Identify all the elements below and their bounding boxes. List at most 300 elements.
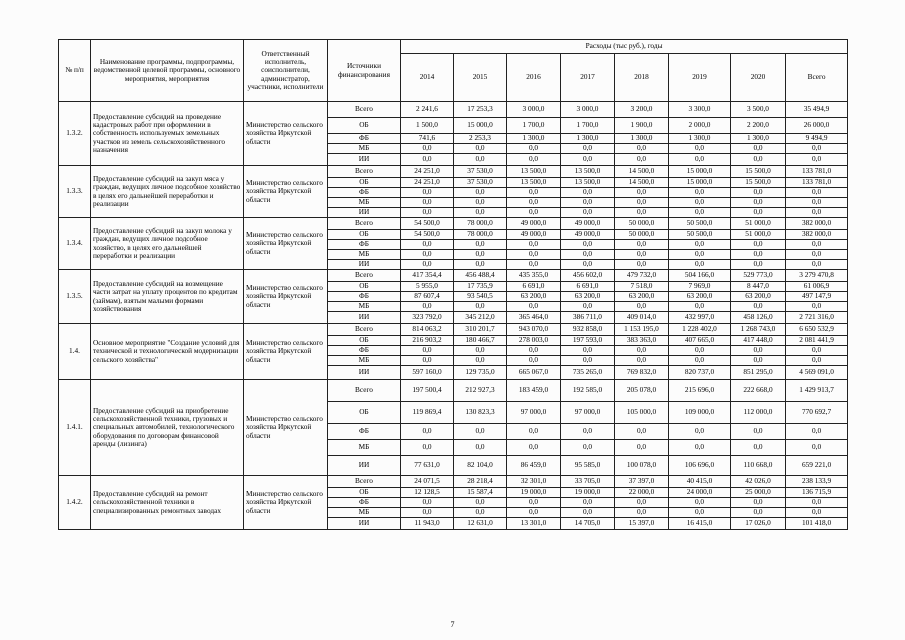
value-cell: 1 700,0 (561, 118, 615, 134)
funding-source: ФБ (328, 240, 401, 250)
value-cell: 456 488,4 (454, 270, 507, 282)
total-cell: 2 721 316,0 (786, 312, 848, 324)
value-cell: 1 300,0 (615, 134, 669, 144)
value-cell: 0,0 (731, 154, 786, 166)
value-cell: 0,0 (401, 302, 454, 312)
total-cell: 0,0 (786, 302, 848, 312)
value-cell: 0,0 (615, 346, 669, 356)
value-cell: 13 301,0 (507, 518, 561, 530)
value-cell: 24 251,0 (401, 178, 454, 188)
value-cell: 0,0 (454, 346, 507, 356)
value-cell: 15 000,0 (669, 178, 731, 188)
value-cell: 345 212,0 (454, 312, 507, 324)
value-cell: 0,0 (507, 240, 561, 250)
value-cell: 15 000,0 (669, 166, 731, 178)
value-cell: 0,0 (669, 346, 731, 356)
value-cell: 77 631,0 (401, 456, 454, 476)
total-cell: 2 081 441,9 (786, 336, 848, 346)
table-row (59, 102, 848, 118)
value-cell: 0,0 (731, 302, 786, 312)
value-cell: 215 696,0 (669, 380, 731, 402)
value-cell: 50 000,0 (615, 230, 669, 240)
row-number: 1.4. (59, 324, 91, 380)
value-cell: 0,0 (401, 440, 454, 456)
funding-source: ФБ (328, 498, 401, 508)
value-cell: 197 593,0 (561, 336, 615, 346)
header-year: 2018 (615, 54, 669, 102)
value-cell: 95 585,0 (561, 456, 615, 476)
row-name: Предоставление субсидий на приобретение сельскохозяйственной техники, грузовых и специальных автомобилей, технологического оборудования по договорам финансовой аренды (лизинга) (91, 380, 244, 476)
value-cell: 0,0 (615, 260, 669, 270)
value-cell: 17 253,3 (454, 102, 507, 118)
funding-source: ИИ (328, 518, 401, 530)
value-cell: 49 000,0 (561, 230, 615, 240)
value-cell: 1 500,0 (401, 118, 454, 134)
value-cell: 0,0 (507, 508, 561, 518)
value-cell: 0,0 (401, 508, 454, 518)
value-cell: 435 355,0 (507, 270, 561, 282)
value-cell: 40 415,0 (669, 476, 731, 488)
value-cell: 0,0 (615, 498, 669, 508)
total-cell: 101 418,0 (786, 518, 848, 530)
value-cell: 323 792,0 (401, 312, 454, 324)
value-cell: 14 500,0 (615, 178, 669, 188)
value-cell: 0,0 (454, 508, 507, 518)
funding-source: ОБ (328, 488, 401, 498)
value-cell: 456 602,0 (561, 270, 615, 282)
value-cell: 0,0 (731, 498, 786, 508)
table-row (59, 218, 848, 230)
value-cell: 0,0 (454, 356, 507, 366)
value-cell: 33 705,0 (561, 476, 615, 488)
value-cell: 0,0 (615, 188, 669, 198)
value-cell: 19 000,0 (561, 488, 615, 498)
value-cell: 7 969,0 (669, 282, 731, 292)
value-cell: 0,0 (401, 188, 454, 198)
value-cell: 0,0 (615, 208, 669, 218)
value-cell: 17 026,0 (731, 518, 786, 530)
value-cell: 212 927,3 (454, 380, 507, 402)
total-cell: 26 000,0 (786, 118, 848, 134)
value-cell: 0,0 (454, 198, 507, 208)
value-cell: 417 354,4 (401, 270, 454, 282)
value-cell: 0,0 (669, 250, 731, 260)
total-cell: 3 279 470,8 (786, 270, 848, 282)
value-cell: 0,0 (669, 508, 731, 518)
value-cell: 106 696,0 (669, 456, 731, 476)
row-name: Предоставление субсидий на возмещение части затрат на уплату процентов по кредитам (займам), взятым малыми формами хозяйствования (91, 270, 244, 324)
value-cell: 54 500,0 (401, 218, 454, 230)
value-cell: 37 530,0 (454, 178, 507, 188)
value-cell: 42 026,0 (731, 476, 786, 488)
value-cell: 180 466,7 (454, 336, 507, 346)
value-cell: 0,0 (454, 424, 507, 440)
value-cell: 0,0 (615, 356, 669, 366)
value-cell: 0,0 (615, 302, 669, 312)
total-cell: 4 569 091,0 (786, 366, 848, 380)
value-cell: 0,0 (507, 302, 561, 312)
value-cell: 15 397,0 (615, 518, 669, 530)
value-cell: 15 587,4 (454, 488, 507, 498)
funding-source: Всего (328, 324, 401, 336)
value-cell: 97 000,0 (561, 402, 615, 424)
value-cell: 597 160,0 (401, 366, 454, 380)
value-cell: 0,0 (669, 302, 731, 312)
funding-source: Всего (328, 166, 401, 178)
value-cell: 0,0 (507, 154, 561, 166)
value-cell: 0,0 (731, 424, 786, 440)
funding-source: ФБ (328, 346, 401, 356)
value-cell: 0,0 (561, 208, 615, 218)
value-cell: 0,0 (507, 250, 561, 260)
value-cell: 932 858,0 (561, 324, 615, 336)
header-year: 2016 (507, 54, 561, 102)
value-cell: 1 300,0 (507, 134, 561, 144)
total-cell: 1 429 913,7 (786, 380, 848, 402)
value-cell: 8 447,0 (731, 282, 786, 292)
value-cell: 0,0 (507, 356, 561, 366)
total-cell: 0,0 (786, 144, 848, 154)
value-cell: 119 869,4 (401, 402, 454, 424)
total-cell: 35 494,9 (786, 102, 848, 118)
value-cell: 0,0 (454, 154, 507, 166)
row-executor: Министерство сельского хозяйства Иркутской области (244, 324, 328, 380)
value-cell: 0,0 (615, 424, 669, 440)
row-number: 1.4.2. (59, 476, 91, 530)
value-cell: 37 397,0 (615, 476, 669, 488)
total-cell: 382 000,0 (786, 218, 848, 230)
value-cell: 1 700,0 (507, 118, 561, 134)
value-cell: 100 078,0 (615, 456, 669, 476)
funding-source: МБ (328, 198, 401, 208)
header-number: № п/п (59, 40, 91, 102)
funding-source: ОБ (328, 230, 401, 240)
value-cell: 63 200,0 (731, 292, 786, 302)
value-cell: 2 200,0 (731, 118, 786, 134)
value-cell: 0,0 (669, 356, 731, 366)
value-cell: 0,0 (507, 346, 561, 356)
value-cell: 0,0 (669, 260, 731, 270)
value-cell: 735 265,0 (561, 366, 615, 380)
value-cell: 11 943,0 (401, 518, 454, 530)
value-cell: 0,0 (615, 198, 669, 208)
table-header (59, 40, 848, 102)
value-cell: 105 000,0 (615, 402, 669, 424)
value-cell: 24 251,0 (401, 166, 454, 178)
value-cell: 192 585,0 (561, 380, 615, 402)
row-executor: Министерство сельского хозяйства Иркутской области (244, 476, 328, 530)
value-cell: 0,0 (561, 302, 615, 312)
value-cell: 0,0 (669, 424, 731, 440)
total-cell: 6 650 532,9 (786, 324, 848, 336)
row-executor: Министерство сельского хозяйства Иркутской области (244, 218, 328, 270)
value-cell: 417 448,0 (731, 336, 786, 346)
value-cell: 222 668,0 (731, 380, 786, 402)
value-cell: 15 500,0 (731, 166, 786, 178)
total-cell: 0,0 (786, 250, 848, 260)
value-cell: 0,0 (507, 144, 561, 154)
total-cell: 497 147,9 (786, 292, 848, 302)
row-number: 1.3.2. (59, 102, 91, 166)
value-cell: 0,0 (731, 346, 786, 356)
value-cell: 0,0 (731, 440, 786, 456)
value-cell: 86 459,0 (507, 456, 561, 476)
funding-source: ОБ (328, 402, 401, 424)
value-cell: 0,0 (669, 198, 731, 208)
header-total: Всего (786, 54, 848, 102)
total-cell: 0,0 (786, 440, 848, 456)
value-cell: 13 500,0 (507, 166, 561, 178)
total-cell: 0,0 (786, 198, 848, 208)
header-expenses: Расходы (тыс руб.), годы (401, 40, 848, 54)
value-cell: 32 301,0 (507, 476, 561, 488)
table-row (59, 270, 848, 282)
total-cell: 61 006,9 (786, 282, 848, 292)
row-name: Предоставление субсидий на ремонт сельскохозяйственной техники в специализированных ремонтных заводах (91, 476, 244, 530)
value-cell: 0,0 (454, 208, 507, 218)
value-cell: 407 665,0 (669, 336, 731, 346)
page-number: 7 (450, 620, 455, 629)
total-cell: 9 494,9 (786, 134, 848, 144)
funding-source: МБ (328, 440, 401, 456)
value-cell: 0,0 (401, 346, 454, 356)
total-cell: 0,0 (786, 508, 848, 518)
value-cell: 109 000,0 (669, 402, 731, 424)
funding-source: ФБ (328, 292, 401, 302)
value-cell: 0,0 (731, 240, 786, 250)
total-cell: 0,0 (786, 154, 848, 166)
value-cell: 365 464,0 (507, 312, 561, 324)
total-cell: 133 781,0 (786, 178, 848, 188)
value-cell: 50 500,0 (669, 218, 731, 230)
value-cell: 0,0 (401, 498, 454, 508)
value-cell: 0,0 (731, 188, 786, 198)
value-cell: 0,0 (454, 250, 507, 260)
value-cell: 50 000,0 (615, 218, 669, 230)
row-name: Предоставление субсидий на проведение кадастровых работ при оформлении в собственность используемых земельных участков из земель сельскохозяйственного назначения (91, 102, 244, 166)
value-cell: 14 500,0 (615, 166, 669, 178)
header-executor: Ответственный исполнитель, соисполнители, администратор, участники, исполнители (244, 40, 328, 102)
header-year: 2014 (401, 54, 454, 102)
funding-source: МБ (328, 356, 401, 366)
value-cell: 12 128,5 (401, 488, 454, 498)
value-cell: 3 300,0 (669, 102, 731, 118)
total-cell: 238 133,9 (786, 476, 848, 488)
value-cell: 0,0 (507, 208, 561, 218)
total-cell: 136 715,9 (786, 488, 848, 498)
value-cell: 63 200,0 (507, 292, 561, 302)
funding-source: Всего (328, 476, 401, 488)
value-cell: 0,0 (561, 198, 615, 208)
value-cell: 49 000,0 (507, 230, 561, 240)
header-year: 2015 (454, 54, 507, 102)
value-cell: 0,0 (561, 346, 615, 356)
total-cell: 0,0 (786, 208, 848, 218)
value-cell: 0,0 (561, 154, 615, 166)
total-cell: 0,0 (786, 260, 848, 270)
value-cell: 78 000,0 (454, 218, 507, 230)
value-cell: 15 500,0 (731, 178, 786, 188)
value-cell: 3 200,0 (615, 102, 669, 118)
value-cell: 16 415,0 (669, 518, 731, 530)
value-cell: 0,0 (401, 154, 454, 166)
row-number: 1.3.4. (59, 218, 91, 270)
value-cell: 386 711,0 (561, 312, 615, 324)
value-cell: 383 363,0 (615, 336, 669, 346)
value-cell: 0,0 (454, 302, 507, 312)
total-cell: 0,0 (786, 424, 848, 440)
row-executor: Министерство сельского хозяйства Иркутской области (244, 166, 328, 218)
value-cell: 49 000,0 (561, 218, 615, 230)
value-cell: 129 735,0 (454, 366, 507, 380)
header-year: 2020 (731, 54, 786, 102)
table-body (59, 102, 848, 530)
value-cell: 0,0 (561, 440, 615, 456)
table-row (59, 476, 848, 488)
row-name: Основное мероприятие "Создание условий для технической и технологической модернизации сельского хозяйства" (91, 324, 244, 380)
value-cell: 0,0 (669, 144, 731, 154)
value-cell: 0,0 (507, 260, 561, 270)
funding-source: Всего (328, 102, 401, 118)
value-cell: 1 268 743,0 (731, 324, 786, 336)
total-cell: 770 692,7 (786, 402, 848, 424)
value-cell: 97 000,0 (507, 402, 561, 424)
funding-source: ИИ (328, 208, 401, 218)
value-cell: 51 000,0 (731, 230, 786, 240)
value-cell: 54 500,0 (401, 230, 454, 240)
value-cell: 25 000,0 (731, 488, 786, 498)
value-cell: 0,0 (731, 250, 786, 260)
value-cell: 5 955,0 (401, 282, 454, 292)
value-cell: 51 000,0 (731, 218, 786, 230)
value-cell: 3 000,0 (507, 102, 561, 118)
value-cell: 17 735,9 (454, 282, 507, 292)
value-cell: 14 705,0 (561, 518, 615, 530)
funding-source: Всего (328, 270, 401, 282)
total-cell: 0,0 (786, 346, 848, 356)
value-cell: 0,0 (561, 250, 615, 260)
header-year: 2017 (561, 54, 615, 102)
funding-source: МБ (328, 144, 401, 154)
value-cell: 529 773,0 (731, 270, 786, 282)
value-cell: 432 997,0 (669, 312, 731, 324)
value-cell: 0,0 (454, 240, 507, 250)
value-cell: 2 000,0 (669, 118, 731, 134)
value-cell: 63 200,0 (615, 292, 669, 302)
value-cell: 0,0 (669, 440, 731, 456)
funding-source: ФБ (328, 424, 401, 440)
value-cell: 0,0 (507, 424, 561, 440)
row-name: Предоставление субсидий на закуп мяса у граждан, ведущих личное подсобное хозяйство в целях его дальнейшей переработки и реализации (91, 166, 244, 218)
value-cell: 0,0 (731, 356, 786, 366)
value-cell: 665 067,0 (507, 366, 561, 380)
value-cell: 22 000,0 (615, 488, 669, 498)
value-cell: 0,0 (454, 144, 507, 154)
value-cell: 0,0 (669, 498, 731, 508)
value-cell: 205 078,0 (615, 380, 669, 402)
value-cell: 0,0 (507, 198, 561, 208)
value-cell: 0,0 (401, 240, 454, 250)
value-cell: 1 228 402,0 (669, 324, 731, 336)
value-cell: 1 153 195,0 (615, 324, 669, 336)
value-cell: 0,0 (401, 144, 454, 154)
value-cell: 197 500,4 (401, 380, 454, 402)
funding-source: ИИ (328, 154, 401, 166)
value-cell: 183 459,0 (507, 380, 561, 402)
value-cell: 15 000,0 (454, 118, 507, 134)
value-cell: 820 737,0 (669, 366, 731, 380)
funding-source: ОБ (328, 118, 401, 134)
value-cell: 504 166,0 (669, 270, 731, 282)
value-cell: 2 241,6 (401, 102, 454, 118)
financing-table (58, 39, 848, 530)
funding-source: ИИ (328, 456, 401, 476)
value-cell: 458 126,0 (731, 312, 786, 324)
funding-source: ИИ (328, 366, 401, 380)
funding-source: ИИ (328, 312, 401, 324)
value-cell: 13 500,0 (561, 178, 615, 188)
value-cell: 13 500,0 (561, 166, 615, 178)
value-cell: 37 530,0 (454, 166, 507, 178)
header-source: Источники финансирования (328, 40, 401, 102)
value-cell: 0,0 (731, 208, 786, 218)
value-cell: 1 300,0 (669, 134, 731, 144)
value-cell: 769 832,0 (615, 366, 669, 380)
value-cell: 814 063,2 (401, 324, 454, 336)
value-cell: 0,0 (561, 356, 615, 366)
funding-source: ОБ (328, 336, 401, 346)
total-cell: 0,0 (786, 498, 848, 508)
row-executor: Министерство сельского хозяйства Иркутской области (244, 270, 328, 324)
value-cell: 0,0 (615, 240, 669, 250)
value-cell: 24 071,5 (401, 476, 454, 488)
value-cell: 3 000,0 (561, 102, 615, 118)
table-row (59, 166, 848, 178)
value-cell: 0,0 (454, 188, 507, 198)
value-cell: 0,0 (669, 188, 731, 198)
value-cell: 943 070,0 (507, 324, 561, 336)
value-cell: 6 691,0 (561, 282, 615, 292)
value-cell: 130 823,3 (454, 402, 507, 424)
value-cell: 1 900,0 (615, 118, 669, 134)
value-cell: 409 014,0 (615, 312, 669, 324)
funding-source: Всего (328, 218, 401, 230)
row-number: 1.3.3. (59, 166, 91, 218)
value-cell: 0,0 (401, 198, 454, 208)
funding-source: ОБ (328, 178, 401, 188)
value-cell: 0,0 (561, 188, 615, 198)
row-number: 1.3.5. (59, 270, 91, 324)
value-cell: 13 500,0 (507, 178, 561, 188)
value-cell: 0,0 (615, 154, 669, 166)
value-cell: 0,0 (669, 240, 731, 250)
row-number: 1.4.1. (59, 380, 91, 476)
value-cell: 216 903,2 (401, 336, 454, 346)
total-cell: 382 000,0 (786, 230, 848, 240)
funding-source: Всего (328, 380, 401, 402)
value-cell: 0,0 (615, 250, 669, 260)
value-cell: 112 000,0 (731, 402, 786, 424)
value-cell: 0,0 (401, 250, 454, 260)
value-cell: 0,0 (561, 240, 615, 250)
value-cell: 0,0 (669, 154, 731, 166)
value-cell: 0,0 (507, 188, 561, 198)
total-cell: 0,0 (786, 356, 848, 366)
value-cell: 0,0 (507, 498, 561, 508)
value-cell: 0,0 (731, 198, 786, 208)
value-cell: 110 668,0 (731, 456, 786, 476)
total-cell: 0,0 (786, 240, 848, 250)
